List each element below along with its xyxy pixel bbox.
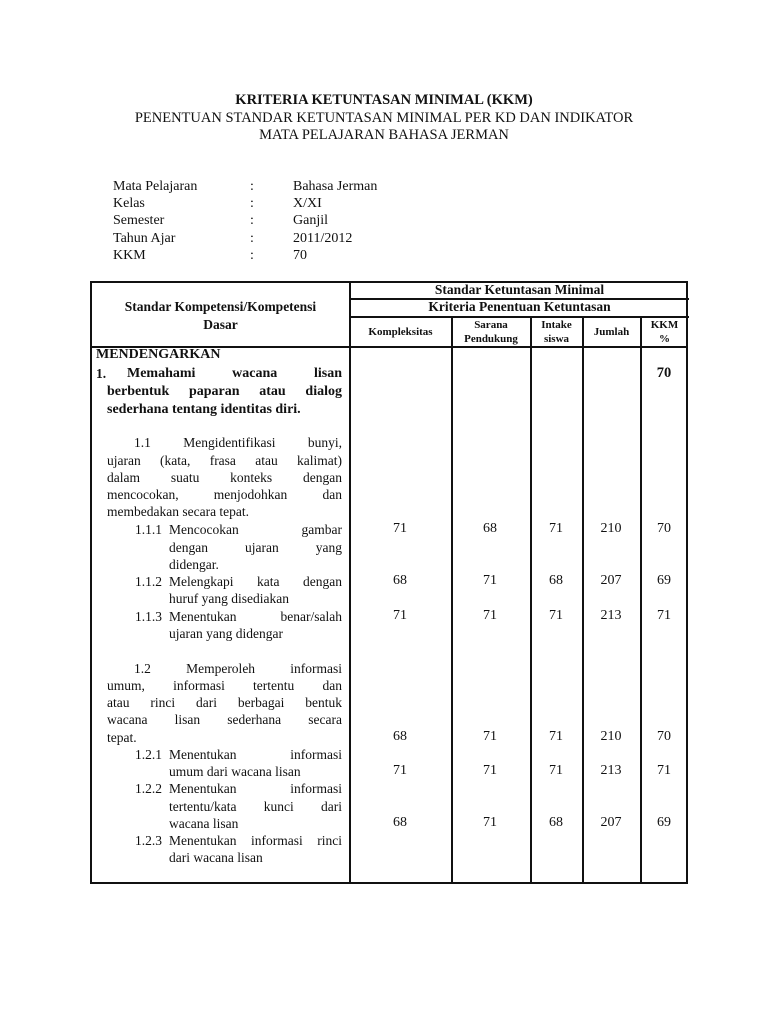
header-kompleksitas: Kompleksitas [368,326,433,338]
info-label: Semester [113,213,165,228]
value-intake: 68 [549,573,563,588]
value-kkm: 69 [657,815,671,830]
info-separator: : [250,179,254,194]
kd-line: 1.1 Mengidentifikasi bunyi, [134,435,342,450]
value-jumlah: 210 [600,521,622,536]
header-intake [531,318,582,346]
sk-kkm-value: 70 [656,365,672,381]
value-intake: 71 [549,763,563,778]
indicator-code: 1.2.2 [135,781,162,796]
value-kompleksitas: 71 [393,608,407,623]
info-label: Kelas [113,196,145,211]
value-intake: 71 [549,521,563,536]
header-sk-kd [92,298,349,334]
kd-line: tepat. [107,730,137,745]
header-sarana [452,318,530,346]
header-sk-kd-line: Standar Kompetensi/Kompetensi [124,299,317,314]
indicator-line: huruf yang disediakan [169,591,289,606]
section-title: MENDENGARKAN [96,347,221,362]
value-intake: 71 [549,608,563,623]
header-intake-line: Intake [541,319,572,331]
value-jumlah: 207 [600,815,622,830]
kd-line: mencocokan, menjodohkan dan [107,487,342,502]
header-kriteria: Kriteria Penentuan Ketuntasan [428,299,611,314]
value-jumlah: 213 [600,763,622,778]
info-label: Tahun Ajar [113,231,176,246]
indicator-code: 1.2.3 [135,833,162,848]
value-jumlah: 210 [600,729,622,744]
value-kompleksitas: 71 [393,763,407,778]
table-divider [530,317,532,884]
indicator-code: 1.1.2 [135,574,162,589]
info-value: 2011/2012 [293,231,353,246]
sk-line-text: Memahami wacana lisan [127,366,342,381]
info-separator: : [250,248,254,263]
value-kompleksitas: 71 [393,521,407,536]
info-value: Ganjil [293,213,328,228]
indicator-code: 1.1.3 [135,609,162,624]
value-intake: 68 [549,815,563,830]
header-intake-line: siswa [543,333,570,345]
indicator-line: dengan ujaran yang [169,540,342,555]
indicator-line: wacana lisan [169,816,239,831]
sk-line [113,365,342,382]
info-label: Mata Pelajaran [113,179,198,194]
table-divider [640,317,642,884]
kd-line: wacana lisan sederhana secara [107,712,342,727]
value-kkm: 71 [657,608,671,623]
value-kompleksitas: 68 [393,573,407,588]
indicator-line: Menentukan informasi [169,747,342,762]
value-kkm: 70 [657,729,671,744]
indicator-line: Melengkapi kata dengan [169,574,342,589]
kd-line: ujaran (kata, frasa atau kalimat) [107,453,342,468]
indicator-code: 1.2.1 [135,747,162,762]
indicator-line: Menentukan informasi [169,781,342,796]
value-kompleksitas: 68 [393,815,407,830]
header-sarana-line: Pendukung [464,333,518,345]
value-sarana: 71 [483,608,497,623]
info-separator: : [250,196,254,211]
kd-line: membedakan secara tepat. [107,504,250,519]
table-divider [451,317,453,884]
document-subtitle: PENENTUAN STANDAR KETUNTASAN MINIMAL PER KD DAN INDIKATOR [134,110,634,126]
kd-line: umum, informasi tertentu dan [107,678,342,693]
info-separator: : [250,213,254,228]
kd-line: atau rinci dari berbagai bentuk [107,695,342,710]
value-sarana: 71 [483,573,497,588]
kd-line: dalam suatu konteks dengan [107,470,342,485]
value-intake: 71 [549,729,563,744]
info-value: 70 [293,248,307,263]
value-sarana: 68 [483,521,497,536]
table-divider [349,282,351,884]
sk-line: sederhana tentang identitas diri. [107,402,301,417]
value-kompleksitas: 68 [393,729,407,744]
indicator-line: ujaran yang didengar [169,626,283,641]
header-kkm-line: % [659,333,670,345]
table-divider [582,317,584,884]
header-sk-kd-line: Dasar [203,317,238,332]
header-jumlah: Jumlah [593,326,630,338]
indicator-line: Menentukan informasi rinci [169,833,342,848]
document-title: KRITERIA KETUNTASAN MINIMAL (KKM) [235,92,533,108]
value-sarana: 71 [483,729,497,744]
document-subtitle-subject: MATA PELAJARAN BAHASA JERMAN [259,127,509,143]
info-label: KKM [113,248,146,263]
indicator-code: 1.1.1 [135,522,162,537]
header-skm: Standar Ketuntasan Minimal [434,282,605,297]
header-kkm-line: KKM [650,319,679,331]
header-sarana-line: Sarana [474,319,508,331]
indicator-line: umum dari wacana lisan [169,764,301,779]
value-jumlah: 213 [600,608,622,623]
indicator-line: tertentu/kata kunci dari [169,799,342,814]
indicator-line: didengar. [169,557,219,572]
value-kkm: 70 [657,521,671,536]
indicator-line: dari wacana lisan [169,850,263,865]
header-kkm [641,318,688,346]
sk-line: berbentuk paparan atau dialog [107,384,342,399]
info-value: X/XI [293,196,322,211]
sk-number: 1. [96,366,107,381]
indicator-line: Menentukan benar/salah [169,609,342,624]
kd-line: 1.2 Memperoleh informasi [134,661,342,676]
indicator-line: Mencocokan gambar [169,522,342,537]
value-sarana: 71 [483,815,497,830]
value-jumlah: 207 [600,573,622,588]
value-kkm: 71 [657,763,671,778]
info-separator: : [250,231,254,246]
value-kkm: 69 [657,573,671,588]
value-sarana: 71 [483,763,497,778]
info-value: Bahasa Jerman [293,179,378,194]
